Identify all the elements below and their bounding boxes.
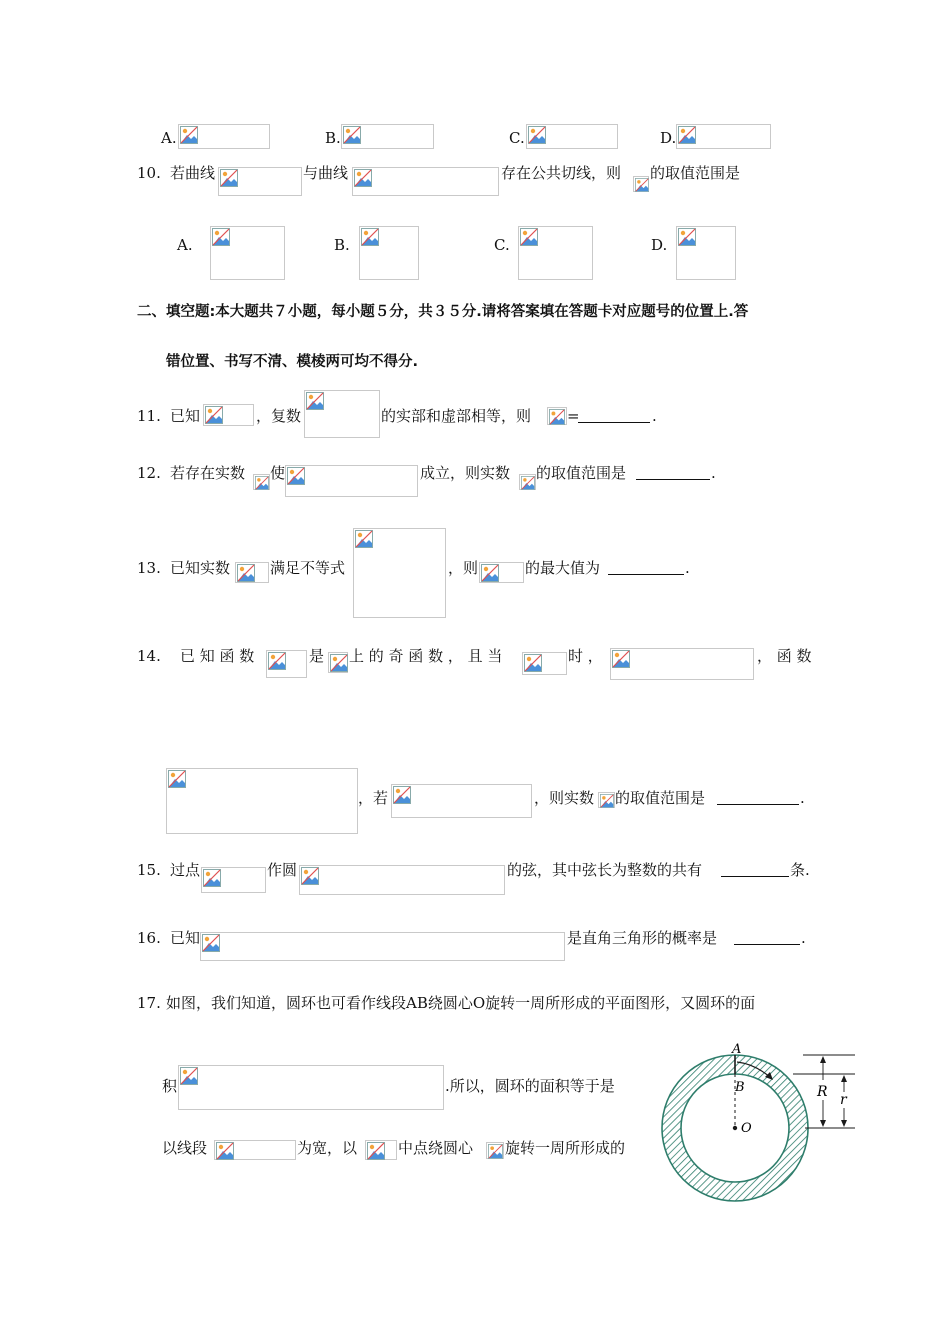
q16-answer-blank[interactable] bbox=[734, 930, 800, 945]
label-b: B bbox=[735, 1080, 745, 1095]
q10-option-d-label: D. bbox=[651, 236, 668, 254]
broken-image-icon bbox=[330, 654, 348, 672]
q14-formula-g bbox=[166, 768, 358, 834]
broken-image-icon bbox=[355, 530, 373, 548]
broken-image-icon bbox=[678, 126, 696, 144]
q13-answer-blank[interactable] bbox=[608, 560, 684, 575]
q16-text-1: 已知 bbox=[170, 929, 201, 947]
q10-option-c-label: C. bbox=[494, 236, 510, 254]
broken-image-icon bbox=[301, 867, 319, 885]
q17-segment-ab bbox=[214, 1140, 296, 1160]
q10-option-d-image bbox=[676, 226, 736, 280]
q17-text-3b: 为宽，以 bbox=[297, 1139, 358, 1157]
label-big-r: R bbox=[817, 1084, 828, 1100]
broken-image-icon bbox=[202, 934, 220, 952]
broken-image-icon bbox=[612, 650, 630, 668]
q10-text-3: 存在公共切线，则 bbox=[501, 164, 622, 182]
q14-end: . bbox=[800, 789, 805, 807]
q13-expression bbox=[479, 562, 524, 583]
broken-image-icon bbox=[212, 228, 230, 246]
q11-text-4: = bbox=[567, 407, 580, 425]
q12-number: 12. bbox=[137, 464, 161, 482]
section-2-line-1: 二、填空题:本大题共７小题，每小题５分，共３５分.请将答案填在答题卡对应题号的位置上.答 bbox=[137, 304, 749, 320]
q17-text-3d: 旋转一周所形成的 bbox=[505, 1139, 626, 1157]
broken-image-icon bbox=[600, 794, 614, 808]
broken-image-icon bbox=[255, 476, 269, 490]
broken-image-icon bbox=[361, 228, 379, 246]
q9-option-c-label: C. bbox=[509, 129, 525, 147]
q17-text-3a: 以线段 bbox=[162, 1139, 208, 1157]
q12-formula bbox=[285, 465, 418, 497]
q17-area-formula bbox=[178, 1065, 444, 1110]
broken-image-icon bbox=[354, 169, 372, 187]
q17-var-o bbox=[486, 1142, 504, 1159]
q11-var-a bbox=[547, 407, 567, 425]
broken-image-icon bbox=[367, 1142, 385, 1160]
broken-image-icon bbox=[180, 126, 198, 144]
broken-image-icon bbox=[528, 126, 546, 144]
q10-formula-2 bbox=[352, 167, 499, 196]
q9-option-c-image bbox=[526, 124, 618, 149]
q15-text-2: 作圆 bbox=[267, 861, 298, 879]
q14-formula-f bbox=[610, 648, 754, 680]
arrow-up-icon bbox=[820, 1056, 826, 1063]
q17-ab bbox=[365, 1140, 397, 1160]
q15-point bbox=[201, 867, 266, 893]
broken-image-icon bbox=[393, 786, 411, 804]
q16-number: 16. bbox=[137, 929, 161, 947]
q9-option-d-label: D. bbox=[660, 129, 677, 147]
label-small-r: r bbox=[840, 1092, 847, 1108]
q14-text-2: 是 bbox=[309, 647, 325, 665]
label-o: O bbox=[741, 1121, 752, 1136]
q12-text-2: 使 bbox=[270, 464, 286, 482]
broken-image-icon bbox=[205, 406, 223, 424]
q17-number: 17. bbox=[137, 994, 161, 1012]
q9-option-d-image bbox=[676, 124, 771, 149]
broken-image-icon bbox=[168, 770, 186, 788]
q12-answer-blank[interactable] bbox=[636, 465, 710, 480]
broken-image-icon bbox=[524, 654, 542, 672]
section-2-line-2: 错位置、书写不清、模棱两可均不得分. bbox=[166, 354, 419, 370]
q12-end: . bbox=[711, 464, 716, 482]
q14-text-3: 上 的 奇 函 数 ， 且 当 bbox=[349, 647, 503, 665]
q14-answer-blank[interactable] bbox=[717, 790, 799, 805]
q13-end: . bbox=[685, 559, 690, 577]
q13-var-xy bbox=[235, 562, 269, 583]
q14-text-6: ，若 bbox=[358, 789, 389, 807]
q15-answer-blank[interactable] bbox=[721, 862, 789, 877]
q10-option-c-image bbox=[518, 226, 593, 280]
q14-text-8: 的取值范围是 bbox=[615, 789, 706, 807]
q14-text-7: ，则实数 bbox=[534, 789, 595, 807]
arrow-down-icon bbox=[820, 1120, 826, 1127]
center-point bbox=[733, 1126, 737, 1130]
broken-image-icon bbox=[203, 869, 221, 887]
q10-option-a-image bbox=[210, 226, 285, 280]
q15-text-4: 条. bbox=[790, 861, 810, 879]
broken-image-icon bbox=[635, 178, 649, 192]
broken-image-icon bbox=[521, 476, 535, 490]
q13-number: 13. bbox=[137, 559, 161, 577]
q16-condition bbox=[200, 932, 565, 961]
broken-image-icon bbox=[268, 652, 286, 670]
q11-end: . bbox=[652, 407, 657, 425]
q10-var-a bbox=[633, 176, 649, 192]
q10-number: 10. bbox=[137, 164, 161, 182]
q13-text-1: 已知实数 bbox=[170, 559, 231, 577]
q17-text-3c: 中点绕圆心 bbox=[398, 1139, 474, 1157]
broken-image-icon bbox=[343, 126, 361, 144]
broken-image-icon bbox=[180, 1067, 198, 1085]
broken-image-icon bbox=[520, 228, 538, 246]
q12-text-3: 成立，则实数 bbox=[420, 464, 511, 482]
q16-end: . bbox=[801, 929, 806, 947]
q11-text-2: ，复数 bbox=[256, 407, 302, 425]
q12-text-4: 的取值范围是 bbox=[536, 464, 627, 482]
broken-image-icon bbox=[287, 467, 305, 485]
q15-number: 15. bbox=[137, 861, 161, 879]
q11-text-1: 已知 bbox=[170, 407, 201, 425]
q11-answer-blank[interactable] bbox=[578, 408, 650, 423]
q9-option-b-image bbox=[341, 124, 434, 149]
broken-image-icon bbox=[220, 169, 238, 187]
q14-text-1: 已 知 函 数 bbox=[180, 647, 255, 665]
q13-text-2: 满足不等式 bbox=[270, 559, 346, 577]
q10-formula-1 bbox=[218, 167, 302, 196]
broken-image-icon bbox=[481, 564, 499, 582]
q12-text-1: 若存在实数 bbox=[170, 464, 246, 482]
q13-inequalities bbox=[353, 528, 446, 618]
q14-text-4: 时 ， bbox=[568, 647, 603, 665]
q16-text-2: 是直角三角形的概率是 bbox=[567, 929, 718, 947]
q11-number: 11. bbox=[137, 407, 161, 425]
q13-text-4: 的最大值为 bbox=[525, 559, 601, 577]
q17-text-2a: 积 bbox=[162, 1077, 178, 1095]
q10-option-a-label: A. bbox=[177, 236, 193, 254]
q11-formula-2 bbox=[304, 390, 380, 438]
q10-text-4: 的取值范围是 bbox=[650, 164, 741, 182]
broken-image-icon bbox=[488, 1144, 503, 1159]
q15-text-3: 的弦，其中弦长为整数的共有 bbox=[507, 861, 703, 879]
q11-text-3: 的实部和虚部相等，则 bbox=[381, 407, 532, 425]
q14-domain-r bbox=[328, 652, 348, 673]
broken-image-icon bbox=[306, 392, 324, 410]
broken-image-icon bbox=[678, 228, 696, 246]
broken-image-icon bbox=[216, 1142, 234, 1160]
arrow-down-icon bbox=[841, 1120, 847, 1127]
q9-option-a-label: A. bbox=[161, 129, 177, 147]
q11-formula-1 bbox=[203, 404, 254, 426]
q10-text-1: 若曲线 bbox=[170, 164, 216, 182]
q13-text-3: ，则 bbox=[448, 559, 479, 577]
q14-number: 14. bbox=[137, 647, 161, 665]
broken-image-icon bbox=[549, 409, 565, 425]
q15-text-1: 过点 bbox=[170, 861, 201, 879]
q15-circle bbox=[299, 865, 505, 895]
q12-var-x bbox=[253, 474, 270, 490]
q12-var-a bbox=[519, 474, 536, 490]
arrow-up-icon bbox=[841, 1075, 847, 1082]
q14-func-f bbox=[266, 650, 307, 678]
q10-text-2: 与曲线 bbox=[303, 164, 349, 182]
label-a: A bbox=[732, 1042, 742, 1057]
q14-condition bbox=[522, 652, 567, 675]
q14-text-5: ， 函 数 bbox=[757, 647, 812, 665]
q10-option-b-image bbox=[359, 226, 419, 280]
annulus-figure bbox=[655, 1040, 865, 1206]
q10-option-b-label: B. bbox=[334, 236, 350, 254]
q17-line-1: 如图，我们知道，圆环也可看作线段AB绕圆心O旋转一周所形成的平面图形，又圆环的面 bbox=[166, 994, 756, 1012]
q9-option-a-image bbox=[178, 124, 270, 149]
q17-text-2b: .所以，圆环的面积等于是 bbox=[445, 1077, 615, 1095]
q9-option-b-label: B. bbox=[325, 129, 341, 147]
broken-image-icon bbox=[237, 564, 255, 582]
q14-condition-2 bbox=[391, 784, 532, 818]
q14-var-a bbox=[598, 792, 615, 808]
